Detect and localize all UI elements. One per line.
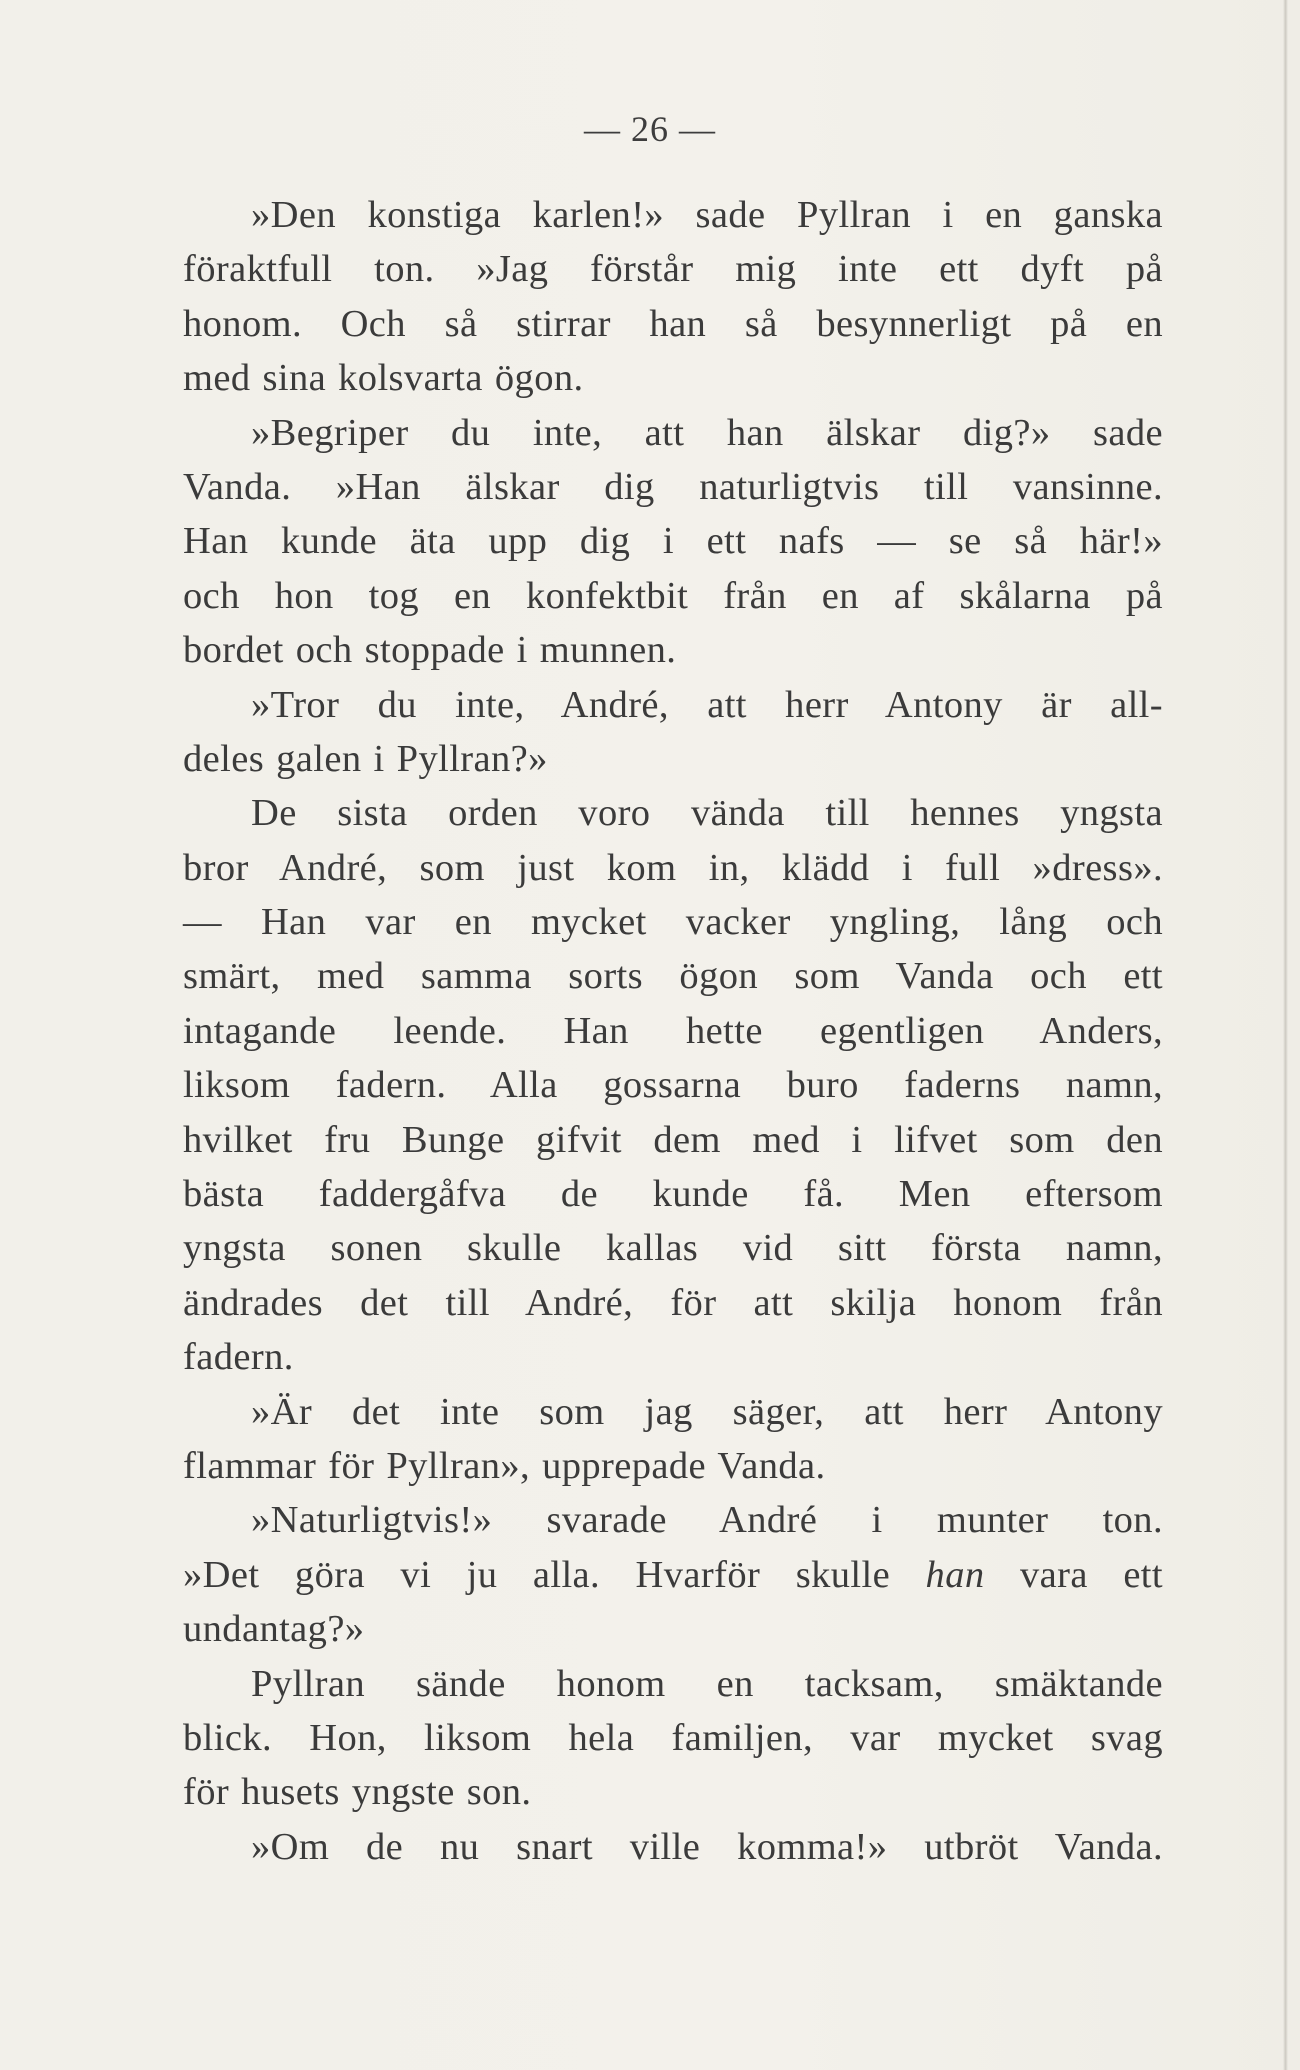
text-line: De sista orden voro vända till hennes yngsta (251, 792, 1163, 835)
text-line (183, 1548, 1163, 1602)
text-line: undantag?» (183, 1608, 365, 1651)
text-line: »Begriper du inte, att han älskar dig?» sade (251, 411, 1163, 454)
text-segment: »Det göra vi ju alla. Hvarför skulle (183, 1553, 926, 1596)
text-line: — Han var en mycket vacker yngling, lång och (183, 901, 1163, 944)
text-line: intagande leende. Han hette egentligen Anders, (183, 1009, 1163, 1052)
text-segment: vara ett (984, 1553, 1163, 1596)
text-line: »Naturligtvis!» svarade André i munter ton. (251, 1499, 1163, 1542)
text-line: Han kunde äta upp dig i ett nafs — se så här!» (183, 520, 1163, 563)
text-line: hvilket fru Bunge gifvit dem med i lifvet som den (183, 1118, 1163, 1161)
text-line: flammar för Pyllran», upprepade Vanda. (183, 1444, 826, 1487)
text-line: deles galen i Pyllran?» (183, 737, 548, 780)
body-text (183, 188, 1163, 1874)
text-line: bror André, som just kom in, klädd i full »dress». (183, 846, 1163, 889)
text-line: honom. Och så stirrar han så besynnerligt på en (183, 302, 1163, 345)
text-line: blick. Hon, liksom hela familjen, var mycket svag (183, 1716, 1163, 1759)
text-line: föraktfull ton. »Jag förstår mig inte ett dyft på (183, 248, 1163, 291)
page-number: — 26 — (584, 109, 716, 149)
text-line: Pyllran sände honom en tacksam, smäktande (251, 1662, 1163, 1705)
italic-word: han (925, 1553, 985, 1596)
text-line: »Den konstiga karlen!» sade Pyllran i en ganska (251, 194, 1163, 236)
text-line: Vanda. »Han älskar dig naturligtvis till vansinne. (183, 465, 1163, 508)
text-line: »Tror du inte, André, att herr Antony är all- (251, 683, 1163, 726)
text-line: bästa faddergåfva de kunde få. Men eftersom (183, 1173, 1163, 1216)
text-line: »Är det inte som jag säger, att herr Antony (251, 1390, 1163, 1433)
text-line: ändrades det till André, för att skilja honom från (183, 1281, 1163, 1324)
text-line: bordet och stoppade i munnen. (183, 629, 677, 672)
text-line: och hon tog en konfektbit från en af skålarna på (183, 574, 1163, 617)
text-line: yngsta sonen skulle kallas vid sitt första namn, (183, 1227, 1163, 1270)
text-line: för husets yngste son. (183, 1771, 532, 1814)
text-line: smärt, med samma sorts ögon som Vanda och ett (183, 955, 1163, 998)
text-line: fadern. (183, 1336, 294, 1379)
text-line: »Om de nu snart ville komma!» utbröt Vanda. (251, 1825, 1163, 1868)
text-line: liksom fadern. Alla gossarna buro faderns namn, (183, 1064, 1163, 1107)
text-line: med sina kolsvarta ögon. (183, 357, 584, 400)
page-edge-shadow (1283, 0, 1288, 2070)
